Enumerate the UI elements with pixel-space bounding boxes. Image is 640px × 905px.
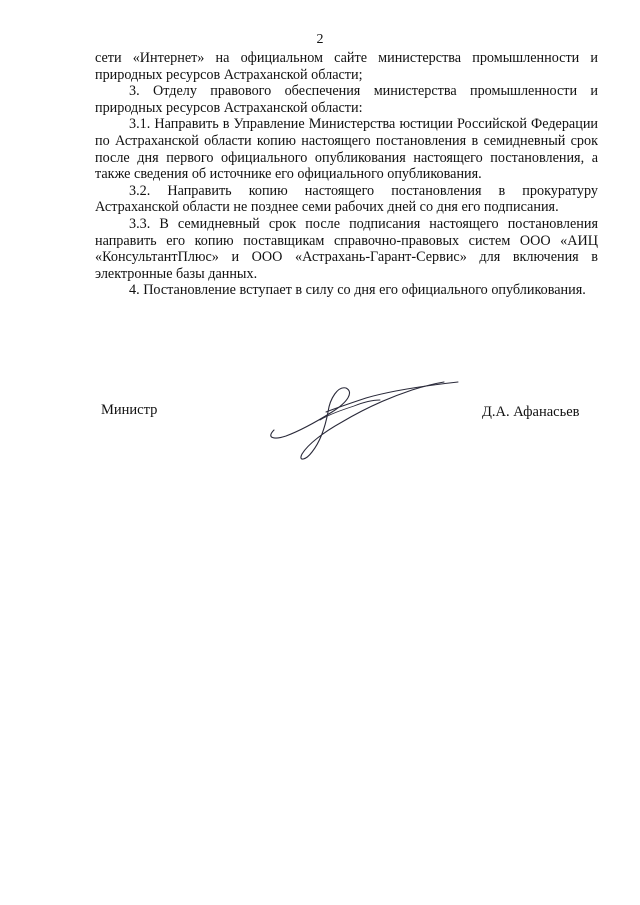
signer-name: Д.А. Афанасьев bbox=[482, 404, 580, 420]
signature-block bbox=[0, 378, 640, 478]
paragraph-item-3: 3. Отделу правового обеспечения министерства промышленности и природных ресурсов Астраханской области: bbox=[95, 83, 598, 116]
document-body bbox=[95, 50, 598, 299]
paragraph-item-3-1: 3.1. Направить в Управление Министерства юстиции Российской Федерации по Астраханской области копию настоящего постановления в семидневный срок после дня первого официального опубликования настоящего постановления, а также сведения об источнике его официального опубликования. bbox=[95, 116, 598, 183]
paragraph-item-3-3: 3.3. В семидневный срок после подписания настоящего постановления направить его копию поставщикам справочно-правовых систем ООО «АИЦ «КонсультантПлюс» и ООО «Астрахань-Гарант-Сервис» для включения в электронные базы данных. bbox=[95, 215, 598, 282]
paragraph-continuation: сети «Интернет» на официальном сайте министерства промышленности и природных ресурсов Астраханской области; bbox=[95, 50, 598, 83]
signer-position: Министр bbox=[101, 402, 158, 418]
handwritten-signature bbox=[262, 378, 467, 468]
paragraph-item-4: 4. Постановление вступает в силу со дня его официального опубликования. bbox=[129, 282, 586, 299]
page-number: 2 bbox=[316, 32, 324, 47]
paragraph-item-3-2: 3.2. Направить копию настоящего постановления в прокуратуру Астраханской области не позднее семи рабочих дней со дня его подписания. bbox=[95, 182, 598, 216]
